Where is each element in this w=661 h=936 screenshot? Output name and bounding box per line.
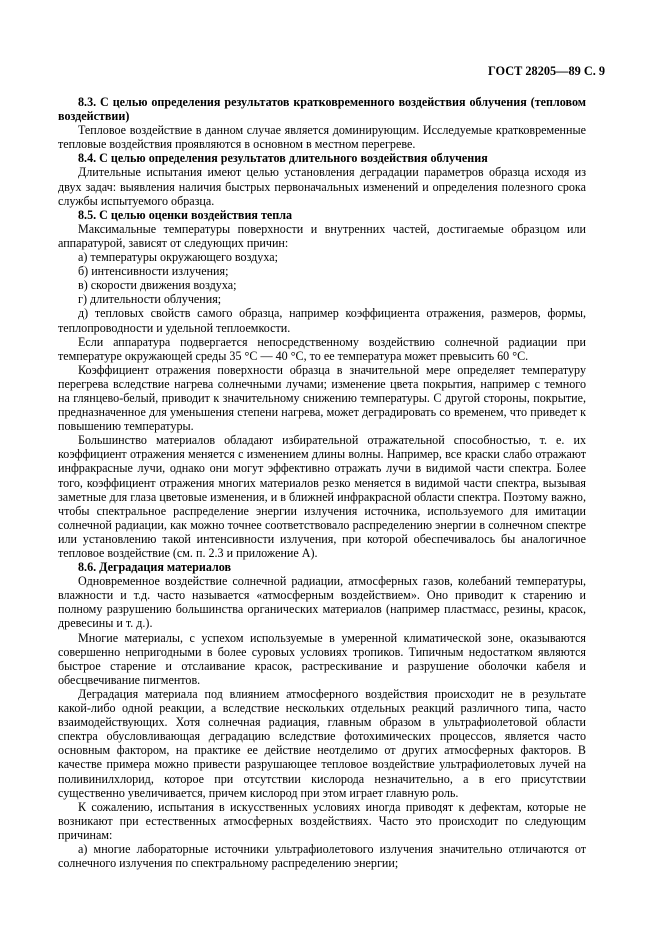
- list-item: в) скорости движения воздуха;: [78, 278, 237, 293]
- paragraph: Многие материалы, с успехом используемые в умеренной климатической зоне, оказываются совершенно непригодными в более суровых условиях тропиков. Типичным недостатком являются быстрое старение и отслаивание красок, растрескивание и разрушение оболочки кабеля и обесцвечивание пигментов.: [58, 630, 586, 687]
- page-header: ГОСТ 28205—89 С. 9: [488, 64, 605, 78]
- section-heading: 8.3. С целью определения результатов кратковременного воздействия облучения (тепловом воздействии): [58, 95, 586, 124]
- section-heading: 8.4. С целью определения результатов длительного воздействия облучения: [78, 151, 488, 166]
- paragraph: Одновременное воздействие солнечной радиации, атмосферных газов, колебаний температуры, влажности и т.д. часто называется «атмосферным воздействием». Оно приводит к старению и полному разрушению большинства органических материалов (например пластмасс, резины, красок, древесины и т. д.).: [58, 574, 586, 631]
- paragraph: Коэффициент отражения поверхности образца в значительной мере определяет температуру перегрева вследствие нагрева солнечными лучами; изменение цвета покрытия, например с темного на глянцево-белый, приводит к значительному снижению температуры. С другой стороны, покрытие, предназначенное для уменьшения степени нагрева, может деградировать со временем, что приведет к повышению температуры.: [58, 362, 586, 434]
- list-item: д) тепловых свойств самого образца, например коэффициента отражения, размеров, формы, теплопроводности и удельной теплоемкости.: [58, 306, 586, 335]
- section-heading: 8.5. С целью оценки воздействия тепла: [78, 207, 293, 222]
- paragraph: Длительные испытания имеют целью установления деградации параметров образца исходя из двух задач: выявления наличия быстрых первоначальных изменений и определения полезного срока службы испытуемого образца.: [58, 165, 586, 208]
- paragraph: Большинство материалов обладают избирательной отражательной способностью, т. е. их коэффициент отражения меняется с изменением длины волны. Например, все краски слабо отражают инфракрасные лучи, однако они могут эффективно отражать лучи в видимой части спектра. Более того, коэффициент отражения многих материалов резко меняется в видимой части спектра, вызывая заметные для глаза цветовые изменения, и в ближней инфракрасной области спектра. Поэтому важно, чтобы спектральное распределение энергии излучения источника, используемого для имитации солнечной радиации, как можно точнее соответствовало распределению энергии в солнечном спектре или установлению такой интенсивности излучения, при которой обеспечивалось бы аналогичное тепловое воздействие (см. п. 2.3 и приложение А).: [58, 433, 586, 560]
- list-item: г) длительности облучения;: [78, 292, 222, 307]
- page-content: [58, 95, 586, 870]
- list-item: б) интенсивности излучения;: [78, 264, 229, 279]
- paragraph: Деградация материала под влиянием атмосферного воздействия происходит не в результате какой-либо одной реакции, а вследствие нескольких отдельных реакций различного типа, часто взаимодействующих. Хотя солнечная радиация, главным образом в ультрафиолетовой области спектра обусловливающая деградацию вследствие фотохимических процессов, является часто основным фактором, на практике ее действие неотделимо от других атмосферных факторов. В качестве примера можно привести разрушающее тепловое воздействие ультрафиолетовых лучей на поливинилхлорид, которое при отсутствии кислорода незначительно, а в его присутствии существенно увеличивается, причем кислород при этом играет главную роль.: [58, 686, 586, 800]
- paragraph: а) многие лабораторные источники ультрафиолетового излучения значительно отличаются от солнечного излучения по спектральному распределению энергии;: [58, 841, 586, 871]
- paragraph: Тепловое воздействие в данном случае является доминирующим. Исследуемые кратковременные тепловые воздействия проявляются в основном в местном перегреве.: [58, 123, 586, 152]
- paragraph: Максимальные температуры поверхности и внутренних частей, достигаемые образцом или аппаратурой, зависят от следующих причин:: [58, 221, 586, 250]
- paragraph: К сожалению, испытания в искусственных условиях иногда приводят к дефектам, которые не возникают при естественных атмосферных воздействиях. Часто это происходит по следующим причинам:: [58, 799, 586, 842]
- section-heading: 8.6. Деградация материалов: [78, 560, 232, 575]
- list-item: а) температуры окружающего воздуха;: [78, 250, 278, 265]
- paragraph: Если аппаратура подвергается непосредственному воздействию солнечной радиации при температуре окружающей среды 35 °С — 40 °С, то ее температура может превысить 60 °С.: [58, 334, 586, 363]
